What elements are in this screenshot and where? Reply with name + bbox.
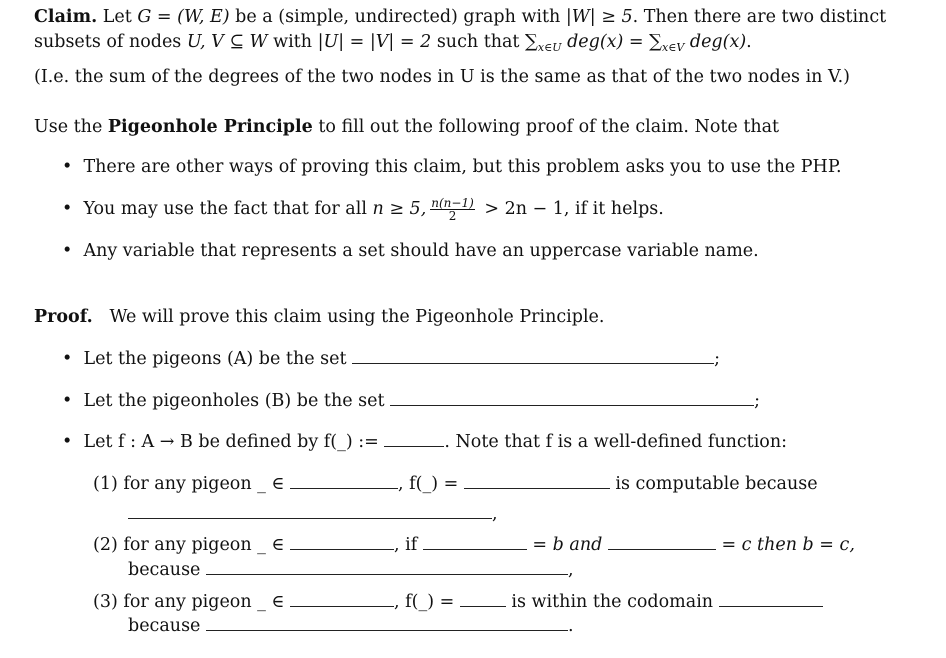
- instructions-intro: [34, 116, 779, 138]
- claim-text: with: [267, 32, 318, 52]
- text: is within the codomain: [511, 592, 714, 612]
- text: , f(_) =: [394, 592, 455, 612]
- punct: .: [746, 32, 752, 52]
- text: , if: [394, 535, 418, 555]
- item1-reason-blank[interactable]: [128, 502, 492, 519]
- item1-domain-blank[interactable]: [290, 472, 398, 489]
- instruction-bullet-1: • There are other ways of proving this claim, but this problem asks you to use the PHP.: [62, 157, 842, 177]
- claim-note: (I.e. the sum of the degrees of the two nodes in U is the same as that of the two nodes in V.): [34, 67, 850, 87]
- punct: ;: [714, 349, 721, 369]
- text: to fill out the following proof of the claim. Note that: [312, 117, 780, 137]
- subscript: x∈U: [537, 41, 562, 54]
- pigeons-blank[interactable]: [352, 347, 714, 364]
- item3-value-blank[interactable]: [460, 590, 506, 607]
- text: , f(_) =: [398, 474, 459, 494]
- item2-first-blank[interactable]: [423, 533, 527, 550]
- text: You may use the fact that for all: [83, 199, 373, 219]
- claim-text: Let: [102, 7, 138, 27]
- instruction-bullet-2: • You may use the fact that for all n ≥ 5, $\frac{n(n-1)}{2}$ > 2n − 1, if it helps.: [62, 196, 664, 223]
- item3-domain-blank[interactable]: [290, 590, 394, 607]
- item-1-reason-line: [128, 502, 498, 525]
- text: Let the pigeonholes (B) be the set: [83, 391, 385, 411]
- claim-text: . Then there are two distinct: [632, 7, 887, 27]
- item-3-because-line: [128, 614, 574, 637]
- claim-text: be a (simple, undirected) graph with: [229, 7, 566, 27]
- item-2-because-line: [128, 558, 574, 581]
- item2-domain-blank[interactable]: [290, 533, 394, 550]
- math: = b and: [532, 535, 603, 555]
- text: Let the pigeons (A) be the set: [83, 349, 347, 369]
- denominator: 2: [448, 209, 457, 223]
- math: |U| = |V| = 2: [317, 32, 432, 52]
- text: We will prove this claim using the Pigeonhole Principle.: [109, 307, 605, 327]
- function-definition-blank[interactable]: [384, 430, 444, 447]
- punct: ;: [754, 391, 760, 411]
- sum-symbol: ∑: [649, 31, 663, 52]
- item3-reason-blank[interactable]: [206, 614, 568, 631]
- text: Use the: [34, 117, 108, 137]
- text: is computable because: [615, 474, 818, 494]
- math: deg(x): [684, 32, 747, 52]
- item2-second-blank[interactable]: [608, 533, 716, 550]
- text: (1) for any pigeon _ ∈: [93, 474, 285, 494]
- pigeonholes-line: • Let the pigeonholes (B) be the set ;: [62, 391, 760, 411]
- math: U, V ⊆ W: [186, 32, 268, 52]
- text: (2) for any pigeon _ ∈: [93, 535, 285, 555]
- item1-value-blank[interactable]: [464, 472, 610, 489]
- claim-line-2: [34, 31, 752, 59]
- item-1-line: [93, 472, 818, 495]
- item-2-line: [93, 533, 855, 556]
- text: There are other ways of proving this claim, but this problem asks you to use the PHP.: [83, 157, 842, 177]
- claim-line-1: [34, 6, 886, 28]
- proof-heading: Proof.: [34, 307, 93, 327]
- pigeonholes-blank[interactable]: [390, 389, 754, 406]
- math: G = (W, E): [137, 7, 230, 27]
- text: (3) for any pigeon _ ∈: [93, 592, 285, 612]
- text: Let f : A → B be defined by f(_) :=: [83, 432, 379, 452]
- text: Any variable that represents a set should have an uppercase variable name.: [83, 241, 759, 261]
- item3-codomain-blank[interactable]: [719, 590, 823, 607]
- instruction-bullet-3: • Any variable that represents a set should have an uppercase variable name.: [62, 241, 759, 261]
- punct: ,: [492, 504, 498, 524]
- text: > 2n − 1, if it helps.: [478, 199, 664, 219]
- proof-intro-line: [34, 306, 604, 328]
- subscript: x∈V: [662, 41, 685, 54]
- function-line: • Let f : A → B be defined by f(_) := . Note that f is a well-defined function:: [62, 432, 788, 452]
- math: n ≥ 5,: [372, 199, 427, 219]
- item2-reason-blank[interactable]: [206, 558, 568, 575]
- text: . Note that f is a well-defined function:: [444, 432, 788, 452]
- pigeons-line: • Let the pigeons (A) be the set ;: [62, 349, 721, 369]
- math: |W| ≥ 5: [565, 7, 633, 27]
- claim-heading: Claim.: [34, 7, 98, 27]
- sum-symbol: ∑: [525, 31, 538, 52]
- bold-text: Pigeonhole Principle: [107, 117, 313, 137]
- numerator: n(n−1): [431, 196, 474, 210]
- punct: .: [567, 616, 574, 636]
- text: because: [128, 560, 201, 580]
- item-3-line: [93, 590, 823, 613]
- claim-text: such that: [431, 32, 526, 52]
- fraction: [430, 197, 475, 222]
- claim-text: subsets of nodes: [34, 32, 187, 52]
- text: because: [128, 616, 201, 636]
- punct: ,: [567, 560, 574, 580]
- math: deg(x) =: [561, 32, 650, 52]
- math: = c then b = c,: [721, 535, 855, 555]
